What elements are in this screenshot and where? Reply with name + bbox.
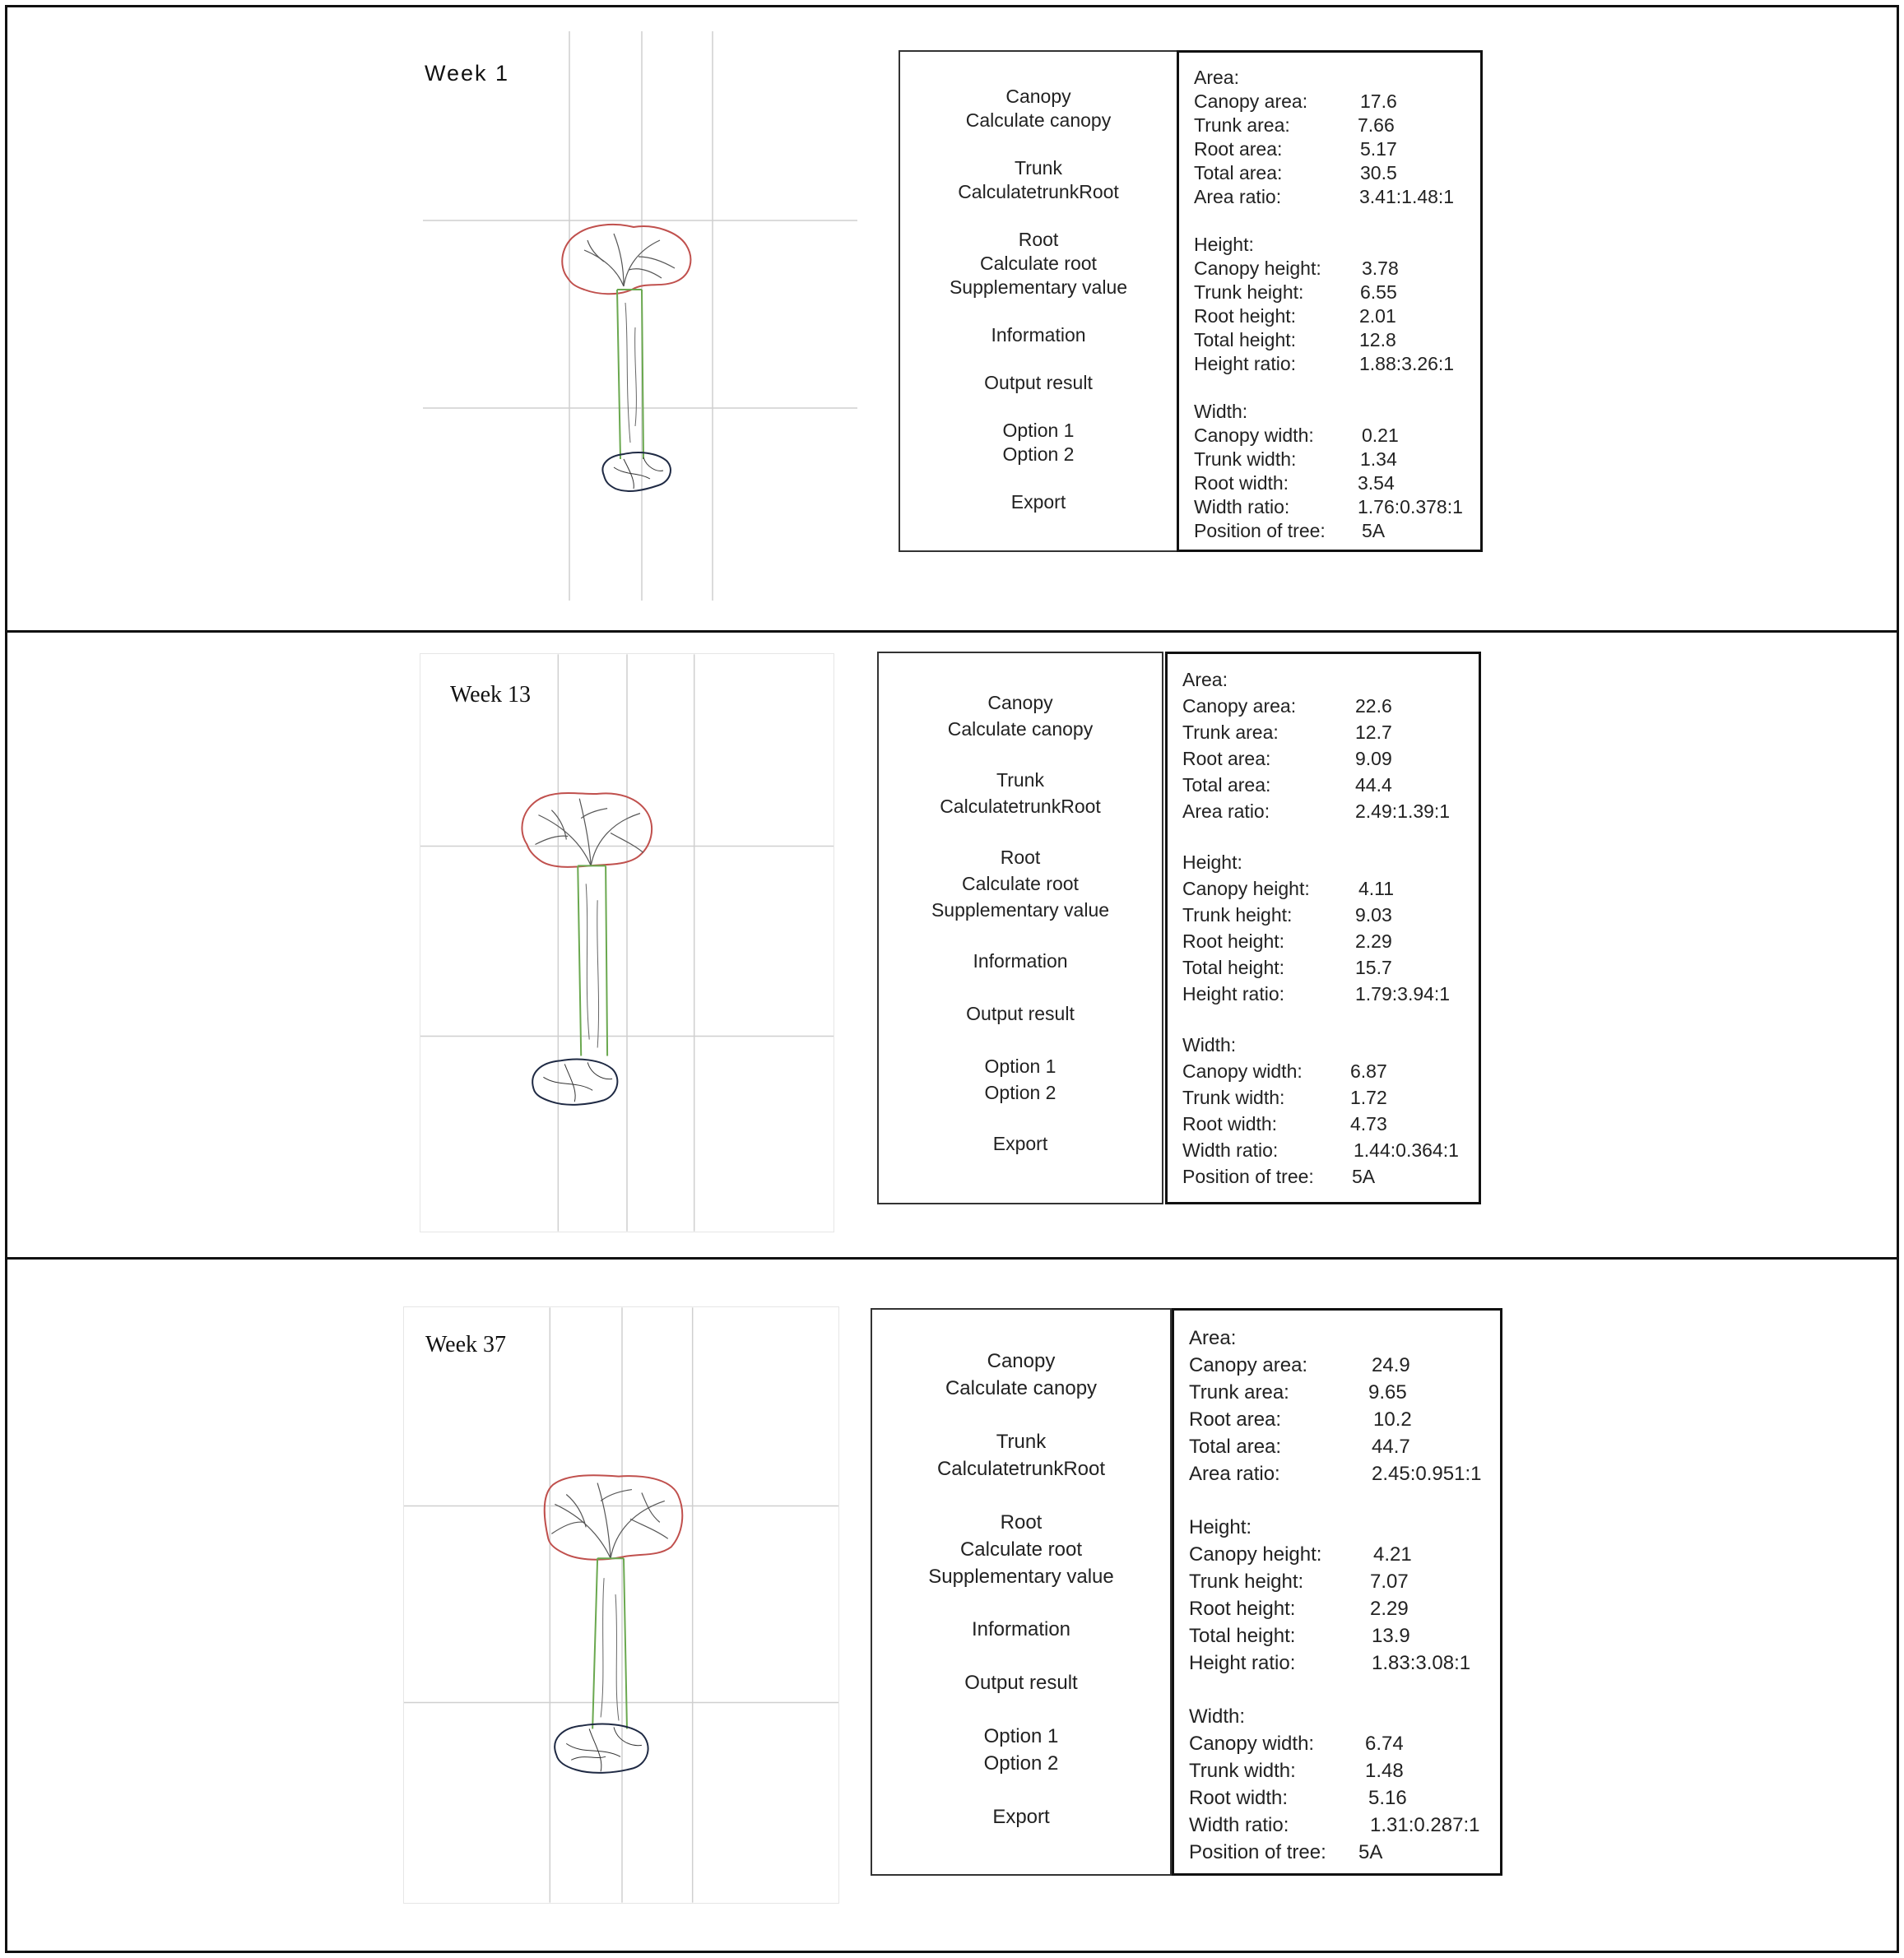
- root-outline: [602, 452, 671, 491]
- height-ratio-value: 1.83:3.08:1: [1372, 1652, 1471, 1674]
- menu-canopy[interactable]: Canopy: [987, 692, 1053, 713]
- trunk-area-value: 12.7: [1355, 721, 1392, 743]
- drawing-canvas[interactable]: [423, 31, 857, 601]
- width-ratio-value: 1.44:0.364:1: [1354, 1139, 1459, 1161]
- menu-supplementary-value[interactable]: Supplementary value: [931, 899, 1110, 921]
- root-height-label: Root height:: [1182, 930, 1285, 952]
- week-label: Week 13: [450, 682, 532, 708]
- root-height-label: Root height:: [1194, 305, 1297, 327]
- total-height-value: 15.7: [1355, 957, 1392, 978]
- menu-information[interactable]: Information: [973, 950, 1068, 972]
- info-panel: [1165, 652, 1481, 1204]
- trunk-height-label: Trunk height:: [1194, 281, 1304, 303]
- area-header: Area:: [1189, 1327, 1237, 1349]
- root-area-value: 5.17: [1360, 138, 1397, 160]
- height-ratio-label: Height ratio:: [1194, 353, 1297, 374]
- width-ratio-value: 1.31:0.287:1: [1370, 1814, 1480, 1836]
- menu-calculate-root[interactable]: Calculate root: [959, 1538, 1083, 1561]
- canopy-area-value: 17.6: [1360, 90, 1397, 112]
- menu-output-result[interactable]: Output result: [964, 1672, 1078, 1694]
- week-label: Week 1: [425, 61, 510, 86]
- root-width-label: Root width:: [1182, 1113, 1278, 1134]
- root-height-label: Root height:: [1189, 1598, 1296, 1620]
- total-area-value: 44.7: [1372, 1436, 1410, 1458]
- menu-option-2[interactable]: Option 2: [1002, 443, 1075, 465]
- width-ratio-label: Width ratio:: [1194, 496, 1290, 517]
- menu-calculate-canopy[interactable]: Calculate canopy: [947, 718, 1094, 740]
- width-header: Width:: [1189, 1705, 1246, 1728]
- menu-calculate-canopy[interactable]: Calculate canopy: [965, 109, 1112, 131]
- panel-divider: [5, 1257, 1899, 1260]
- position-of-tree-value: 5A: [1352, 1166, 1376, 1187]
- trunk-area-label: Trunk area:: [1194, 114, 1290, 136]
- info-panel: [1172, 1308, 1502, 1876]
- area-ratio-label: Area ratio:: [1182, 800, 1270, 822]
- drawing-canvas[interactable]: [420, 653, 834, 1232]
- position-of-tree-value: 5A: [1362, 520, 1386, 541]
- area-ratio-label: Area ratio:: [1189, 1463, 1280, 1485]
- total-height-value: 13.9: [1372, 1625, 1410, 1647]
- canopy-width-label: Canopy width:: [1194, 425, 1314, 446]
- canopy-area-label: Canopy area:: [1182, 695, 1297, 717]
- width-header: Width:: [1194, 401, 1248, 422]
- total-height-value: 12.8: [1359, 329, 1396, 350]
- total-height-label: Total height:: [1189, 1625, 1296, 1647]
- height-ratio-label: Height ratio:: [1189, 1652, 1296, 1674]
- menu-calculate-root[interactable]: Calculate root: [962, 873, 1079, 894]
- position-of-tree-label: Position of tree:: [1189, 1841, 1326, 1863]
- menu-option-2[interactable]: Option 2: [983, 1752, 1059, 1775]
- canopy-width-value: 6.87: [1350, 1060, 1387, 1082]
- total-height-label: Total height:: [1182, 957, 1285, 978]
- root-width-value: 5.16: [1368, 1787, 1407, 1809]
- area-header: Area:: [1194, 67, 1239, 88]
- menu-panel: [899, 50, 1178, 552]
- canopy-outline: [522, 793, 652, 867]
- root-area-label: Root area:: [1182, 748, 1271, 769]
- trunk-width-label: Trunk width:: [1189, 1760, 1296, 1782]
- menu-calculate-canopy[interactable]: Calculate canopy: [945, 1377, 1098, 1399]
- canopy-height-value: 4.11: [1358, 878, 1395, 899]
- root-area-value: 10.2: [1373, 1408, 1412, 1431]
- panel-divider: [5, 630, 1899, 633]
- canopy-area-value: 24.9: [1372, 1354, 1410, 1376]
- root-width-label: Root width:: [1189, 1787, 1289, 1809]
- menu-root[interactable]: Root: [1000, 1511, 1043, 1533]
- root-width-label: Root width:: [1194, 472, 1289, 494]
- root-area-value: 9.09: [1355, 748, 1392, 769]
- canopy-width-label: Canopy width:: [1182, 1060, 1303, 1082]
- trunk-outline: [617, 290, 643, 459]
- position-of-tree-label: Position of tree:: [1182, 1166, 1314, 1187]
- menu-export[interactable]: Export: [1010, 491, 1066, 513]
- total-height-label: Total height:: [1194, 329, 1297, 350]
- menu-trunk[interactable]: Trunk: [1015, 157, 1062, 179]
- canopy-height-value: 4.21: [1373, 1543, 1412, 1566]
- canopy-height-label: Canopy height:: [1189, 1543, 1322, 1566]
- height-header: Height:: [1182, 851, 1242, 873]
- menu-output-result[interactable]: Output result: [966, 1003, 1075, 1024]
- menu-option-2[interactable]: Option 2: [984, 1082, 1056, 1103]
- tree-drawing: [404, 1307, 838, 1903]
- week-label: Week 37: [425, 1332, 507, 1357]
- menu-calculate-trunk-root[interactable]: CalculatetrunkRoot: [958, 181, 1119, 202]
- menu-root[interactable]: Root: [1018, 229, 1059, 250]
- area-ratio-label: Area ratio:: [1194, 186, 1282, 207]
- root-area-label: Root area:: [1189, 1408, 1282, 1431]
- canopy-height-label: Canopy height:: [1194, 258, 1321, 279]
- menu-option-1[interactable]: Option 1: [983, 1725, 1059, 1747]
- trunk-height-label: Trunk height:: [1189, 1571, 1304, 1593]
- menu-calculate-root[interactable]: Calculate root: [980, 253, 1097, 274]
- canopy-area-value: 22.6: [1355, 695, 1392, 717]
- area-header: Area:: [1182, 669, 1228, 690]
- menu-information[interactable]: Information: [991, 324, 1086, 346]
- trunk-width-value: 1.34: [1360, 448, 1397, 470]
- height-header: Height:: [1189, 1516, 1252, 1538]
- area-ratio-value: 2.45:0.951:1: [1372, 1463, 1482, 1485]
- menu-output-result[interactable]: Output result: [984, 372, 1093, 393]
- trunk-width-label: Trunk width:: [1194, 448, 1297, 470]
- trunk-width-label: Trunk width:: [1182, 1087, 1285, 1108]
- menu-panel: [877, 652, 1163, 1204]
- trunk-area-label: Trunk area:: [1182, 721, 1279, 743]
- menu-calculate-trunk-root[interactable]: CalculatetrunkRoot: [936, 1458, 1106, 1480]
- menu-supplementary-value[interactable]: Supplementary value: [949, 276, 1128, 298]
- canopy-height-value: 3.78: [1362, 258, 1399, 279]
- root-height-value: 2.29: [1355, 930, 1392, 952]
- height-ratio-value: 1.79:3.94:1: [1355, 983, 1451, 1005]
- canopy-outline: [562, 225, 690, 294]
- width-ratio-value: 1.76:0.378:1: [1358, 496, 1463, 517]
- position-of-tree-value: 5A: [1358, 1841, 1383, 1863]
- trunk-area-label: Trunk area:: [1189, 1381, 1289, 1404]
- position-of-tree-label: Position of tree:: [1194, 520, 1326, 541]
- menu-export[interactable]: Export: [992, 1806, 1050, 1828]
- menu-export[interactable]: Export: [992, 1133, 1048, 1154]
- tree-drawing: [423, 31, 857, 601]
- tree-drawing: [420, 654, 834, 1232]
- height-ratio-value: 1.88:3.26:1: [1359, 353, 1455, 374]
- total-area-label: Total area:: [1182, 774, 1271, 796]
- root-area-label: Root area:: [1194, 138, 1283, 160]
- menu-option-1[interactable]: Option 1: [984, 1056, 1056, 1077]
- menu-trunk[interactable]: Trunk: [996, 1431, 1047, 1453]
- total-area-value: 44.4: [1355, 774, 1392, 796]
- width-ratio-label: Width ratio:: [1189, 1814, 1289, 1836]
- trunk-outline: [578, 865, 607, 1056]
- root-width-value: 4.73: [1350, 1113, 1387, 1134]
- trunk-height-value: 7.07: [1370, 1571, 1409, 1593]
- root-width-value: 3.54: [1358, 472, 1395, 494]
- canopy-height-label: Canopy height:: [1182, 878, 1310, 899]
- root-height-value: 2.29: [1370, 1598, 1409, 1620]
- menu-canopy[interactable]: Canopy: [1005, 86, 1071, 107]
- trunk-width-value: 1.48: [1365, 1760, 1404, 1782]
- canopy-width-label: Canopy width:: [1189, 1733, 1315, 1755]
- height-ratio-label: Height ratio:: [1182, 983, 1285, 1005]
- menu-option-1[interactable]: Option 1: [1002, 420, 1075, 441]
- trunk-height-value: 9.03: [1355, 904, 1392, 926]
- canopy-width-value: 6.74: [1365, 1733, 1404, 1755]
- canopy-area-label: Canopy area:: [1189, 1354, 1308, 1376]
- root-height-value: 2.01: [1359, 305, 1396, 327]
- drawing-canvas[interactable]: [403, 1306, 839, 1904]
- menu-calculate-trunk-root[interactable]: CalculatetrunkRoot: [940, 796, 1101, 817]
- area-ratio-value: 2.49:1.39:1: [1355, 800, 1451, 822]
- menu-panel: [871, 1308, 1172, 1876]
- menu-canopy[interactable]: Canopy: [987, 1350, 1056, 1372]
- canopy-area-label: Canopy area:: [1194, 90, 1308, 112]
- menu-trunk[interactable]: Trunk: [996, 769, 1044, 791]
- width-header: Width:: [1182, 1034, 1237, 1056]
- menu-root[interactable]: Root: [1000, 847, 1041, 868]
- menu-supplementary-value[interactable]: Supplementary value: [928, 1566, 1114, 1588]
- menu-information[interactable]: Information: [971, 1618, 1071, 1640]
- canopy-width-value: 0.21: [1362, 425, 1399, 446]
- trunk-area-value: 7.66: [1358, 114, 1395, 136]
- total-area-value: 30.5: [1360, 162, 1397, 183]
- total-area-label: Total area:: [1189, 1436, 1282, 1458]
- info-panel: [1177, 50, 1483, 552]
- trunk-height-value: 6.55: [1360, 281, 1397, 303]
- trunk-area-value: 9.65: [1368, 1381, 1407, 1404]
- total-area-label: Total area:: [1194, 162, 1283, 183]
- trunk-height-label: Trunk height:: [1182, 904, 1293, 926]
- area-ratio-value: 3.41:1.48:1: [1359, 186, 1455, 207]
- width-ratio-label: Width ratio:: [1182, 1139, 1279, 1161]
- trunk-width-value: 1.72: [1350, 1087, 1387, 1108]
- height-header: Height:: [1194, 234, 1254, 255]
